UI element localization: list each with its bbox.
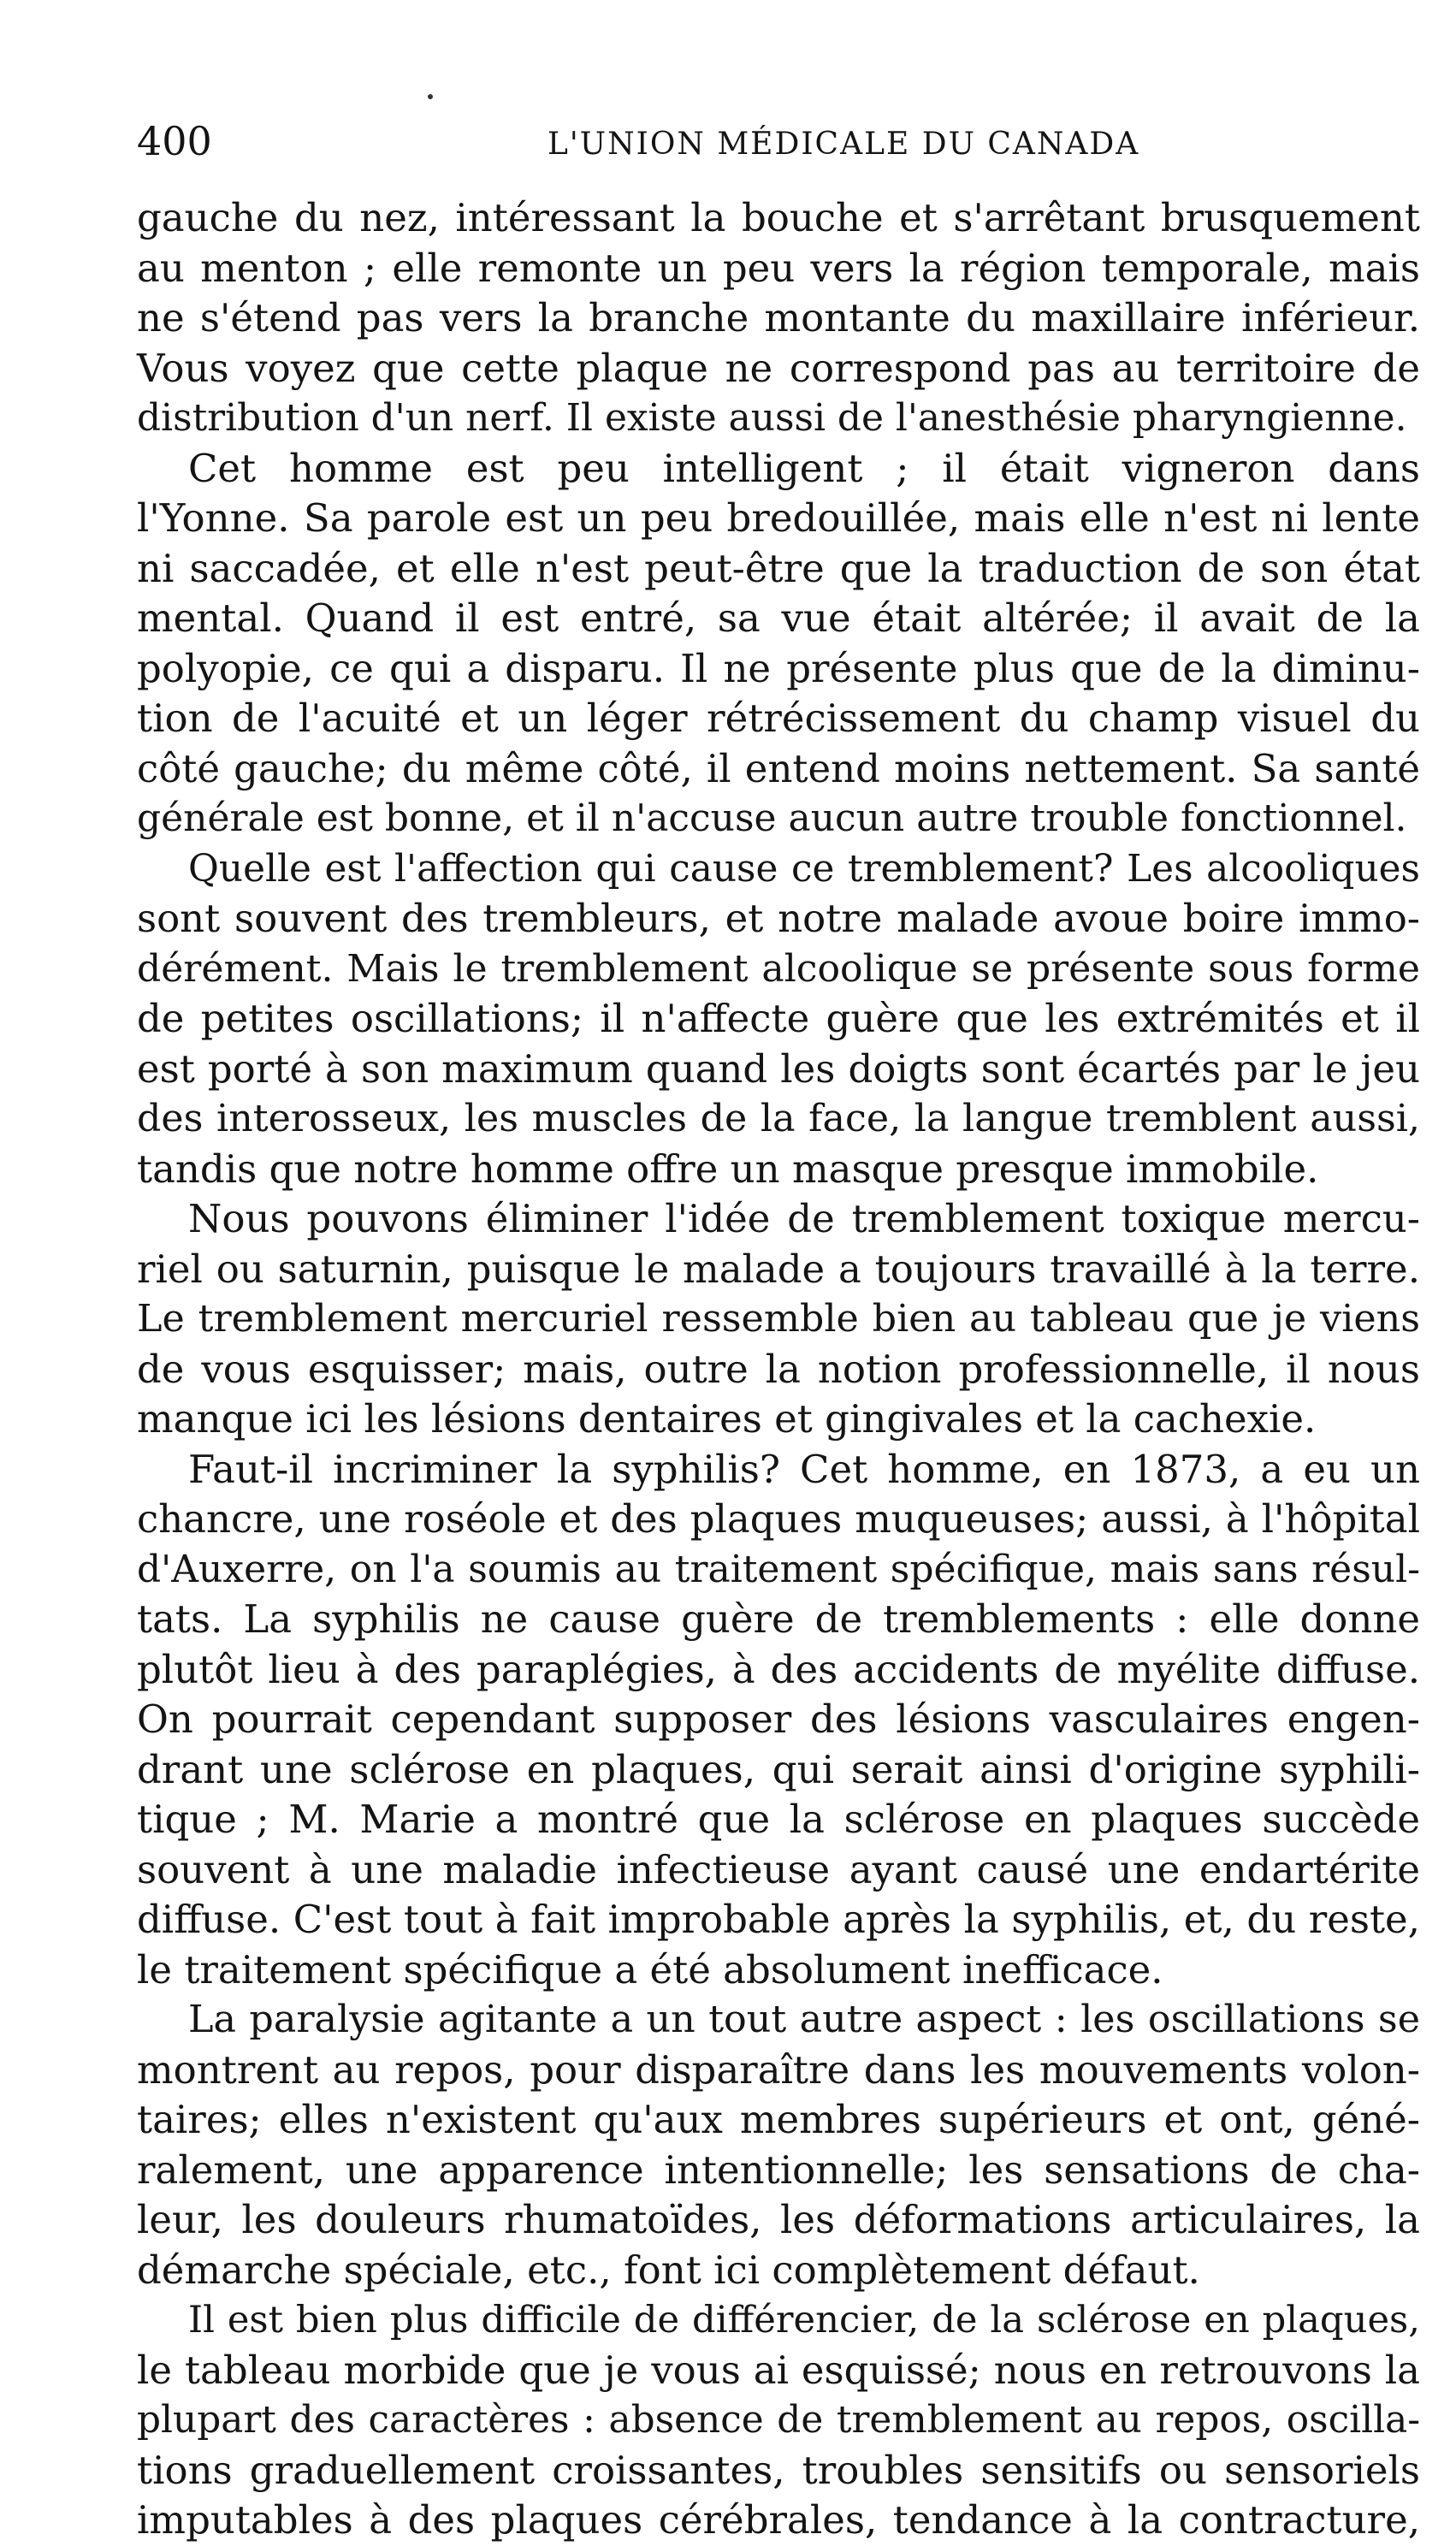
paragraph — [137, 1194, 1420, 1445]
ink-dot — [428, 94, 433, 99]
text-line: le tableau morbide que je vous ai esquissé; nous en retrouvons la — [137, 2347, 1420, 2393]
text-line: imputables à des plaques cérébrales, tendance à la contracture, — [137, 2497, 1420, 2543]
text-line: Il est bien plus difficile de différencier, de la sclérose en plaques, — [188, 2299, 1420, 2342]
text-line: dérément. Mais le tremblement alcoolique se présente sous forme — [137, 946, 1420, 991]
text-line: taires; elles n'existent qu'aux membres supérieurs et ont, géné- — [137, 2097, 1420, 2142]
text-line: démarche spéciale, etc., font ici complètement défaut. — [137, 2247, 1200, 2293]
text-line: de vous esquisser; mais, outre la notion professionnelle, il nous — [137, 1346, 1420, 1392]
text-line: Vous voyez que cette plaque ne correspond pas au territoire de — [137, 345, 1420, 391]
text-line: tats. La syphilis ne cause guère de tremblements : elle donne — [137, 1596, 1420, 1642]
text-line: tique ; M. Marie a montré que la sclérose en plaques succède — [137, 1797, 1420, 1842]
text-line: manque ici les lésions dentaires et gingivales et la cachexie. — [137, 1396, 1317, 1442]
paragraph — [137, 193, 1420, 444]
paragraph — [137, 844, 1420, 1195]
text-line: On pourrait cependant supposer des lésions vasculaires engen- — [137, 1696, 1420, 1742]
text-line: Nous pouvons éliminer l'idée de tremblement toxique mercu- — [188, 1196, 1420, 1241]
text-line: distribution d'un nerf. Il existe aussi de l'anesthésie pharyngienne. — [137, 396, 1407, 440]
text-line: Cet homme est peu intelligent ; il était vigneron dans — [188, 445, 1420, 491]
paragraph — [137, 1445, 1420, 1996]
text-line: Faut-il incriminer la syphilis? Cet homme, en 1873, a eu un — [188, 1446, 1420, 1492]
text-line: chancre, une roséole et des plaques muqueuses; aussi, à l'hôpital — [137, 1496, 1420, 1542]
text-line: l'Yonne. Sa parole est un peu bredouillée, mais elle n'est ni lente — [137, 495, 1420, 541]
text-line: ne s'étend pas vers la branche montante du maxillaire inférieur. — [137, 295, 1420, 340]
paragraph — [137, 1995, 1420, 2295]
paragraph — [137, 2295, 1420, 2546]
page-number: 400 — [137, 118, 212, 164]
text-line: Quelle est l'affection qui cause ce tremblement? Les alcooliques — [188, 846, 1420, 891]
text-line: ni saccadée, et elle n'est peut-être que la traduction de son état — [137, 545, 1420, 591]
text-line: riel ou saturnin, puisque le malade a toujours travaillé à la terre. — [137, 1246, 1420, 1292]
text-line: La paralysie agitante a un tout autre aspect : les oscillations se — [188, 1998, 1420, 2041]
text-line: tion de l'acuité et un léger rétrécissement du champ visuel du — [137, 696, 1420, 741]
text-line: au menton ; elle remonte un peu vers la région temporale, mais — [137, 245, 1420, 291]
running-head: L'UNION MÉDICALE DU CANADA — [547, 127, 1140, 162]
text-line: souvent à une maladie infectieuse ayant causé une endartérite — [137, 1846, 1420, 1892]
paragraph — [137, 444, 1420, 844]
text-line: le traitement spécifique a été absolument inefficace. — [137, 1946, 1163, 1992]
text-line: générale est bonne, et il n'accuse aucun autre trouble fonctionnel. — [137, 796, 1407, 840]
text-line: montrent au repos, pour disparaître dans les mouvements volon- — [137, 2046, 1420, 2093]
text-line: leur, les douleurs rhumatoïdes, les déformations articulaires, la — [137, 2197, 1420, 2242]
text-line: Le tremblement mercuriel ressemble bien au tableau que je viens — [137, 1297, 1420, 1341]
text-line: diffuse. C'est tout à fait improbable après la syphilis, et, du reste, — [137, 1897, 1420, 1942]
text-line: des interosseux, les muscles de la face, la langue tremblent aussi, — [137, 1097, 1420, 1140]
text-line: ralement, une apparence intentionnelle; les sensations de cha- — [137, 2146, 1420, 2193]
text-line: côté gauche; du même côté, il entend moins nettement. Sa santé — [137, 745, 1420, 791]
text-line: plupart des caractères : absence de tremblement au repos, oscilla- — [137, 2398, 1420, 2442]
text-line: de petites oscillations; il n'affecte guère que les extrémités et il — [137, 996, 1420, 1041]
text-line: tions graduellement croissantes, troubles sensitifs ou sensoriels — [137, 2447, 1420, 2493]
text-line: tandis que notre homme offre un masque presque immobile. — [137, 1146, 1319, 1192]
page-header — [137, 111, 1454, 171]
text-line: mental. Quand il est entré, sa vue était altérée; il avait de la — [137, 595, 1420, 641]
text-line: polyopie, ce qui a disparu. Il ne présente plus que de la diminu- — [137, 645, 1420, 691]
text-line: est porté à son maximum quand les doigts sont écartés par le jeu — [137, 1045, 1420, 1092]
text-line: plutôt lieu à des paraplégies, à des accidents de myélite diffuse. — [137, 1646, 1420, 1692]
text-line: drant une sclérose en plaques, qui serait ainsi d'origine syphili- — [137, 1746, 1420, 1792]
text-line: gauche du nez, intéressant la bouche et s'arrêtant brusquement — [137, 195, 1420, 240]
body-text — [137, 193, 1420, 2546]
text-line: sont souvent des trembleurs, et notre malade avoue boire immo- — [137, 896, 1420, 941]
text-line: d'Auxerre, on l'a soumis au traitement spécifique, mais sans résul- — [137, 1547, 1420, 1591]
